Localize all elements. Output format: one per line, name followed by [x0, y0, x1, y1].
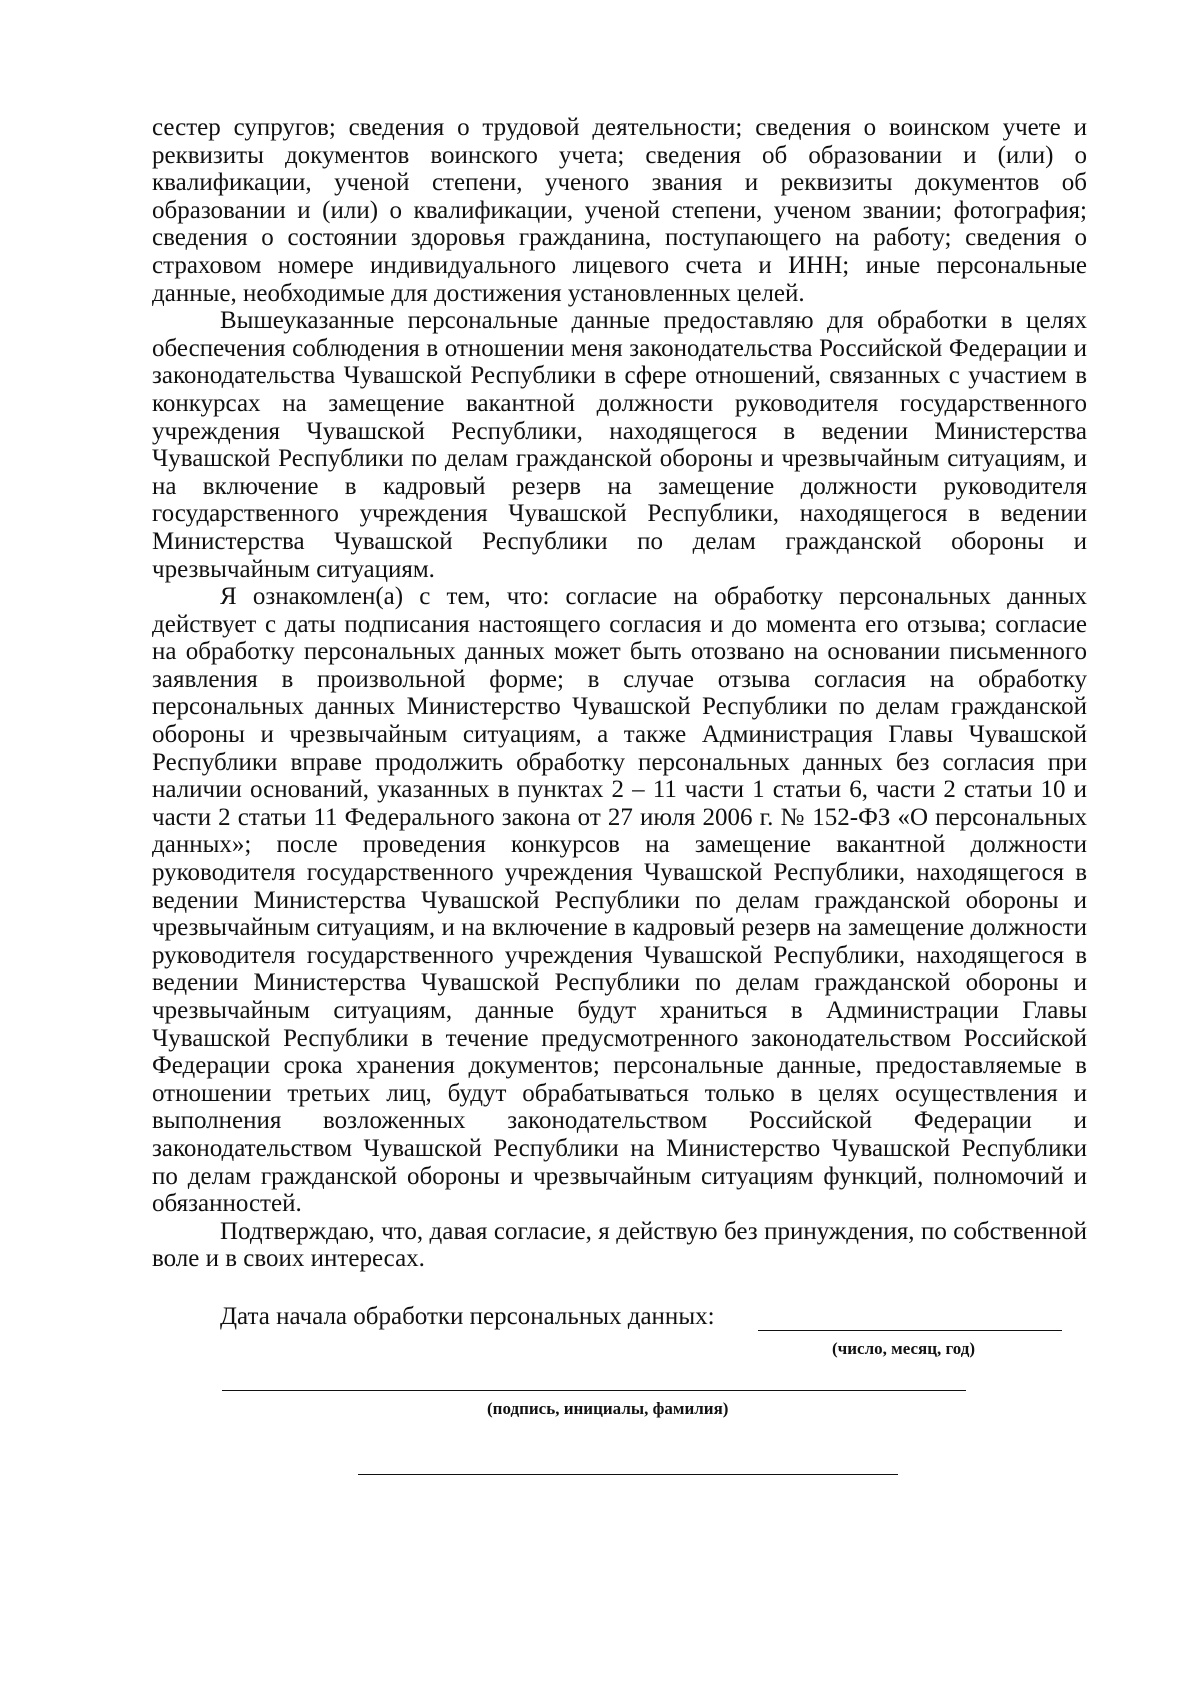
paragraph-acknowledgement: Я ознакомлен(а) с тем, что: согласие на обработку персональных данных действует с даты подписания настоящего согласия и до момента его отзыва; согласие на обработку персональных данных может быть отозвано на основании письменного заявления в произвольной форме; в случае отзыва согласия на обработку персональных данных Министерство Чувашской Республики по делам гражданской обороны и чрезвычайным ситуациям, а также Администрация Главы Чувашской Республики вправе продолжить обработку персональных данных без согласия при наличии оснований, указанных в пунктах 2 – 11 части 1 статьи 6, части 2 статьи 10 и части 2 статьи 11 Федерального закона от 27 июля 2006 г. № 152-ФЗ «О персональных данных»; после проведения конкурсов на замещение вакантной должности руководителя государственного учреждения Чувашской Республики, находящегося в ведении Министерства Чувашской Республики по делам гражданской обороны и чрезвычайным ситуациям, и на включение в кадровый резерв на замещение должности руководителя государственного учреждения Чувашской Республики, находящегося в ведении Министерства Чувашской Республики по делам гражданской обороны и чрезвычайным ситуациям, данные будут храниться в Администрации Главы Чувашской Республики в течение предусмотренного законодательством Российской Федерации срока хранения документов; персональные данные, предоставляемые в отношении третьих лиц, будут обрабатываться только в целях осуществления и выполнения возложенных законодательством Российской Федерации и законодательством Чувашской Республики на Министерство Чувашской Республики по делам гражданской обороны и чрезвычайным ситуациям функций, полномочий и обязанностей.: [152, 583, 1087, 1218]
paragraph-voluntary-consent: Подтверждаю, что, давая согласие, я действую без принуждения, по собственной воле и в своих интересах.: [152, 1217, 1087, 1273]
signature-caption: (подпись, инициалы, фамилия): [487, 1399, 729, 1418]
signature-line: [222, 1390, 966, 1391]
date-label: Дата начала обработки персональных данных:: [220, 1303, 715, 1330]
paragraph-processing-purpose: Вышеуказанные персональные данные предоставляю для обработки в целях обеспечения соблюдения в отношении меня законодательства Российской Федерации и законодательства Чувашской Республики в сфере отношений, связанных с участием в конкурсах на замещение вакантной должности руководителя государственного учреждения Чувашской Республики, находящегося в ведении Министерства Чувашской Республики по делам гражданской обороны и чрезвычайным ситуациям, и на включение в кадровый резерв на замещение должности руководителя государственного учреждения Чувашской Республики, находящегося в ведении Министерства Чувашской Республики по делам гражданской обороны и чрезвычайным ситуациям.: [152, 307, 1087, 583]
date-blank-line: [758, 1330, 1062, 1331]
paragraph-personal-data-list: сестер супругов; сведения о трудовой деятельности; сведения о воинском учете и реквизиты документов воинского учета; сведения об образовании и (или) о квалификации, ученой степени, ученого звания и реквизиты документов об образовании и (или) о квалификации, ученой степени, ученом звании; фотография; сведения о состоянии здоровья гражданина, поступающего на работу; сведения о страховом номере индивидуального лицевого счета и ИНН; иные персональные данные, необходимые для достижения установленных целей.: [152, 114, 1087, 307]
bottom-rule: [358, 1474, 898, 1475]
consent-body: [152, 114, 1087, 1273]
date-caption: (число, месяц, год): [832, 1339, 976, 1358]
